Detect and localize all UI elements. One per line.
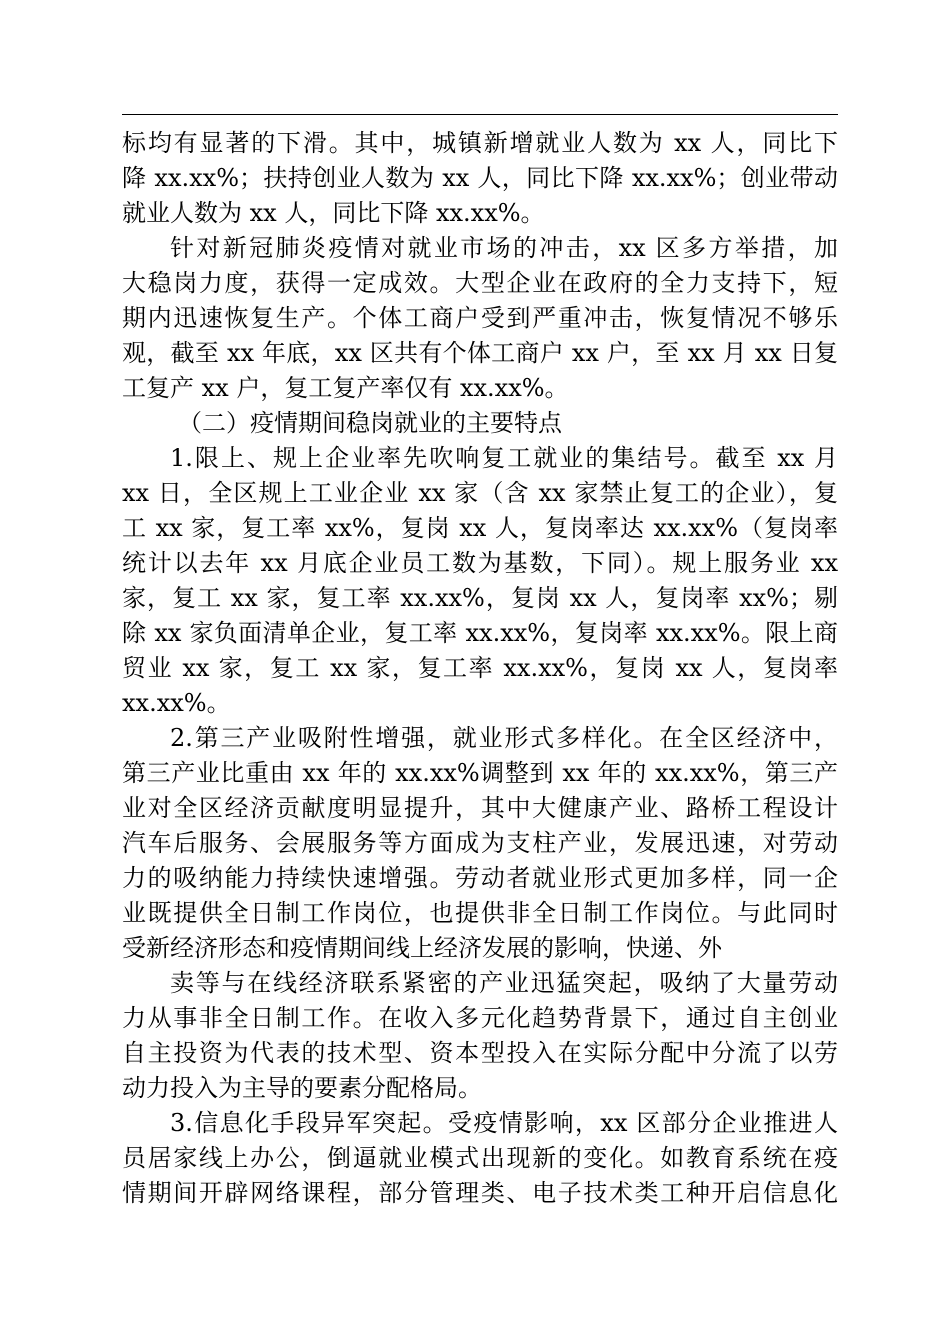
- text-line: 家，复工 xx 家，复工率 xx.xx%，复岗 xx 人，复岗率 xx%；剔: [122, 584, 838, 612]
- paragraph-first-line: 2.第三产业吸附性增强，就业形式多样化。在全区经济中，: [170, 724, 838, 752]
- text-line: 力从事非全日制工作。在收入多元化趋势背景下，通过自主创业: [122, 1004, 838, 1032]
- text-line: 情期间开辟网络课程，部分管理类、电子技术类工种开启信息化: [122, 1179, 838, 1207]
- paragraph-first-line: 针对新冠肺炎疫情对就业市场的冲击，xx 区多方举措，加: [170, 234, 838, 262]
- header-rule: [122, 114, 838, 115]
- text-line: 第三产业比重由 xx 年的 xx.xx%调整到 xx 年的 xx.xx%，第三产: [122, 759, 838, 787]
- text-line: 动力投入为主导的要素分配格局。: [122, 1074, 482, 1102]
- text-line: 业既提供全日制工作岗位，也提供非全日制工作岗位。与此同时: [122, 899, 838, 927]
- text-line: 大稳岗力度，获得一定成效。大型企业在政府的全力支持下，短: [122, 269, 838, 297]
- text-line: 力的吸纳能力持续快速增强。劳动者就业形式更加多样，同一企: [122, 864, 838, 892]
- section-heading: （二）疫情期间稳岗就业的主要特点: [178, 409, 562, 437]
- text-line: 统计以去年 xx 月底企业员工数为基数，下同）。规上服务业 xx: [122, 549, 838, 577]
- text-line: 除 xx 家负面清单企业，复工率 xx.xx%，复岗率 xx.xx%。限上商: [122, 619, 838, 647]
- text-line: 降 xx.xx%；扶持创业人数为 xx 人，同比下降 xx.xx%；创业带动: [122, 164, 838, 192]
- text-line: 员居家线上办公，倒逼就业模式出现新的变化。如教育系统在疫: [122, 1144, 838, 1172]
- paragraph-first-line: 1.限上、规上企业率先吹响复工就业的集结号。截至 xx 月: [170, 444, 838, 472]
- text-line: 标均有显著的下滑。其中，城镇新增就业人数为 xx 人，同比下: [122, 129, 838, 157]
- text-line: 工复产 xx 户，复工复产率仅有 xx.xx%。: [122, 374, 569, 402]
- body-text: [122, 126, 838, 1211]
- text-line: xx 日，全区规上工业企业 xx 家（含 xx 家禁止复工的企业），复: [122, 479, 838, 507]
- text-line: 工 xx 家，复工率 xx%，复岗 xx 人，复岗率达 xx.xx%（复岗率: [122, 514, 838, 542]
- text-line: 受新经济形态和疫情期间线上经济发展的影响，快递、外: [122, 934, 722, 962]
- text-line: 业对全区经济贡献度明显提升，其中大健康产业、路桥工程设计: [122, 794, 838, 822]
- paragraph-first-line: 3.信息化手段异军突起。受疫情影响，xx 区部分企业推进人: [170, 1109, 838, 1137]
- text-line: 贸业 xx 家，复工 xx 家，复工率 xx.xx%，复岗 xx 人，复岗率: [122, 654, 838, 682]
- text-line: 就业人数为 xx 人，同比下降 xx.xx%。: [122, 199, 545, 227]
- paragraph-first-line: 卖等与在线经济联系紧密的产业迅猛突起，吸纳了大量劳动: [170, 969, 838, 997]
- text-line: xx.xx%。: [122, 689, 231, 717]
- text-line: 汽车后服务、会展服务等方面成为支柱产业，发展迅速，对劳动: [122, 829, 838, 857]
- text-line: 期内迅速恢复生产。个体工商户受到严重冲击，恢复情况不够乐: [122, 304, 838, 332]
- text-line: 自主投资为代表的技术型、资本型投入在实际分配中分流了以劳: [122, 1039, 838, 1067]
- text-line: 观，截至 xx 年底，xx 区共有个体工商户 xx 户，至 xx 月 xx 日复: [122, 339, 838, 367]
